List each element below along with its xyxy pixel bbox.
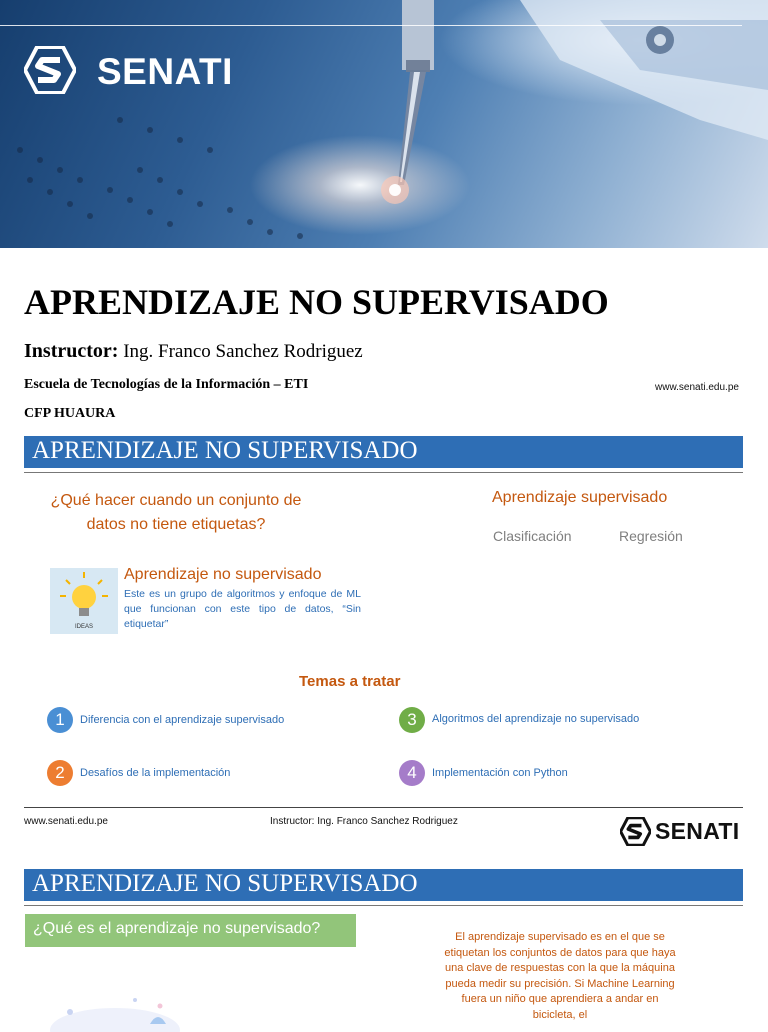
footer-website-link[interactable]: www.senati.edu.pe [24,816,108,827]
topics-heading: Temas a tratar [299,673,401,690]
instructor-label: Instructor: [24,340,119,362]
topic-label: Diferencia con el aprendizaje supervisado [80,714,285,726]
school-name: Escuela de Tecnologías de la Información – ETI [24,377,309,392]
topic-label: Algoritmos del aprendizaje no supervisado [432,713,640,725]
brand-name: SENATI [97,51,233,92]
topic-number-badge: 1 [47,707,73,733]
website-link[interactable]: www.senati.edu.pe [655,382,739,393]
section-header [24,436,743,468]
footer-rule [24,807,743,808]
unsupervised-description: Este es un grupo de algoritmos y enfoque de ML que funcionan con este tipo de datos, “Sin etiquetar” [124,588,361,630]
question-text: ¿Qué es el aprendizaje no supervisado? [33,920,321,937]
explanation-text: El aprendizaje supervisado es en el que se etiquetan los conjuntos de datos para que haya una clave de respuestas con la que la máquina pueda medir su precisión. Si Machine Learning fuera un niño que aprendiera a andar en bicicleta, el [444,931,676,1021]
topic-number-badge: 3 [399,707,425,733]
idea-icon-label: IDEAS [74,624,94,630]
regression-label: Regresión [619,528,683,544]
footer-instructor: Instructor: Ing. Franco Sanchez Rodriguez [270,816,458,827]
footer-brand-name: SENATI [655,818,740,844]
supervised-heading: Aprendizaje supervisado [492,489,668,506]
unsupervised-heading: Aprendizaje no supervisado [124,566,322,583]
classification-label: Clasificación [493,528,572,544]
topic-number-badge: 2 [47,760,73,786]
senati-logo-icon [24,46,76,94]
cnc-machine-illustration [0,0,768,248]
question-heading: ¿Qué hacer cuando un conjunto de datos no tiene etiquetas? [50,492,302,533]
question-banner [25,914,356,947]
page-title: APRENDIZAJE NO SUPERVISADO [24,282,609,322]
instructor-name: Ing. Franco Sanchez Rodriguez [123,341,363,362]
section-rule [24,472,743,473]
hero-top-rule [0,25,742,26]
topic-label: Desafíos de la implementación [80,767,231,779]
decorative-illustration [40,992,190,1032]
section-title: APRENDIZAJE NO SUPERVISADO [32,437,418,464]
hero-banner [0,0,768,248]
instructor-line [24,340,363,363]
section-rule [24,905,743,906]
center-name: CFP HUAURA [24,406,116,421]
topic-number-badge: 4 [399,760,425,786]
topic-label: Implementación con Python [432,767,568,779]
idea-illustration [50,568,118,634]
section-title: APRENDIZAJE NO SUPERVISADO [32,870,418,897]
section-header [24,869,743,901]
lightbulb-icon [50,568,118,634]
senati-logo-icon [620,817,651,846]
